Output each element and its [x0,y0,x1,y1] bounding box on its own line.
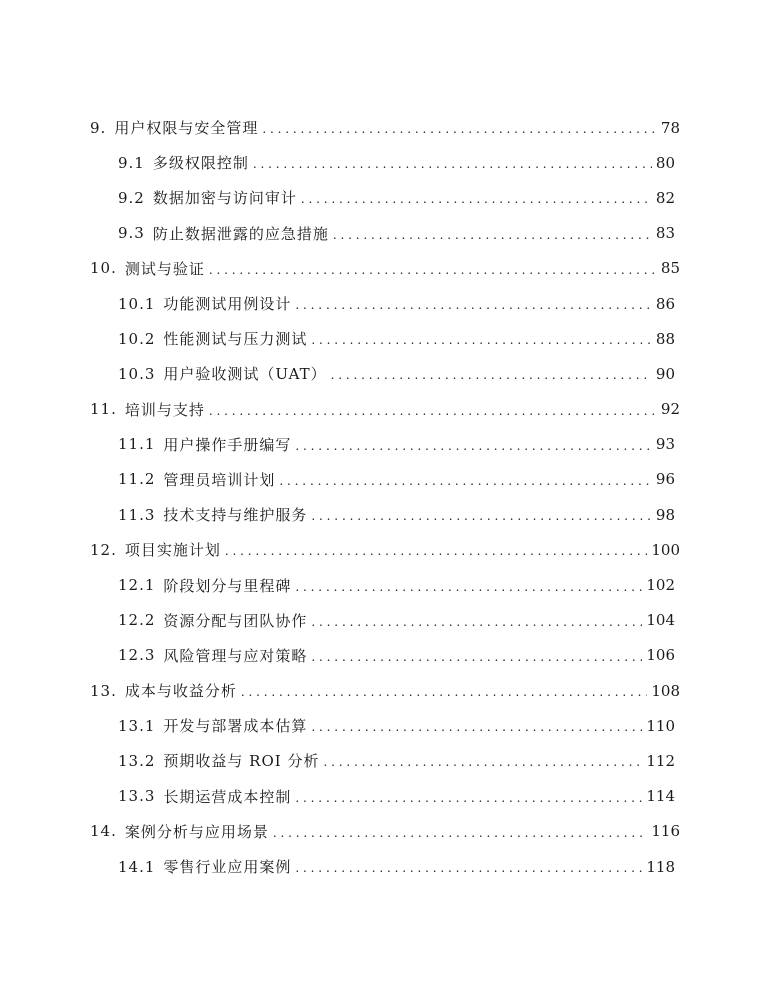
toc-chapter-entry[interactable] [90,673,680,708]
toc-dot-leader [333,228,652,243]
toc-entry-number: 10.1 [118,294,156,313]
toc-entry-page-number: 93 [655,435,675,454]
toc-section-entry[interactable] [90,497,680,532]
toc-section-entry[interactable] [90,321,680,356]
toc-entry-number: 14.1 [118,857,156,876]
toc-entry-page-number: 112 [646,751,675,770]
toc-entry-page-number: 100 [651,540,680,559]
toc-dot-leader [323,755,642,770]
toc-entry-number: 13. [90,681,117,700]
toc-entry-number: 14. [90,822,117,841]
toc-entry-title: 项目实施计划 [124,541,221,560]
toc-entry-page-number: 82 [655,188,675,207]
toc-section-entry[interactable] [90,638,680,673]
toc-entry-page-number: 85 [660,259,680,278]
toc-dot-leader [295,791,642,806]
toc-entry-title: 管理员培训计划 [163,470,276,489]
toc-entry-page-number: 114 [646,787,675,806]
table-of-contents [90,110,680,884]
toc-entry-number: 13.1 [118,716,156,735]
toc-section-entry[interactable] [90,603,680,638]
toc-dot-leader [311,509,651,524]
toc-entry-number: 11.1 [118,435,156,454]
toc-entry-page-number: 90 [655,364,675,383]
toc-section-entry[interactable] [90,743,680,778]
toc-chapter-entry[interactable] [90,251,680,286]
toc-entry-number: 13.3 [118,787,156,806]
toc-entry-page-number: 106 [646,646,675,665]
toc-entry-page-number: 104 [646,611,675,630]
toc-dot-leader [262,122,657,137]
toc-dot-leader [311,650,642,665]
toc-dot-leader [295,298,651,313]
toc-dot-leader [311,720,642,735]
toc-entry-page-number: 80 [655,153,675,172]
toc-dot-leader [253,157,652,172]
toc-dot-leader [225,544,647,559]
toc-section-entry[interactable] [90,779,680,814]
toc-entry-title: 案例分析与应用场景 [124,822,269,841]
toc-entry-title: 功能测试用例设计 [163,295,292,314]
toc-dot-leader [311,615,642,630]
toc-entry-page-number: 98 [655,505,675,524]
toc-entry-number: 13.2 [118,751,156,770]
toc-entry-page-number: 96 [655,470,675,489]
toc-entry-page-number: 108 [651,681,680,700]
toc-section-entry[interactable] [90,286,680,321]
toc-section-entry[interactable] [90,567,680,602]
toc-section-entry[interactable] [90,427,680,462]
toc-entry-title: 性能测试与压力测试 [163,330,308,349]
toc-dot-leader [295,861,642,876]
toc-section-entry[interactable] [90,708,680,743]
toc-dot-leader [273,826,647,841]
toc-entry-title: 用户验收测试（UAT） [163,365,327,384]
toc-entry-number: 9.2 [118,188,145,207]
toc-entry-title: 技术支持与维护服务 [163,506,308,525]
toc-entry-number: 12.1 [118,576,156,595]
toc-section-entry[interactable] [90,216,680,251]
toc-entry-title: 防止数据泄露的应急措施 [152,224,329,243]
toc-entry-title: 测试与验证 [124,259,205,278]
toc-entry-title: 预期收益与 ROI 分析 [163,752,320,771]
toc-dot-leader [301,192,652,207]
toc-entry-page-number: 92 [660,400,680,419]
toc-entry-number: 10.2 [118,329,156,348]
toc-section-entry[interactable] [90,356,680,391]
toc-entry-page-number: 116 [651,822,680,841]
toc-entry-title: 用户权限与安全管理 [114,119,259,138]
toc-entry-page-number: 110 [646,716,675,735]
toc-entry-title: 阶段划分与里程碑 [163,576,292,595]
toc-dot-leader [279,474,651,489]
toc-entry-title: 长期运营成本控制 [163,787,292,806]
toc-chapter-entry[interactable] [90,532,680,567]
toc-entry-number: 9.3 [118,224,145,243]
toc-chapter-entry[interactable] [90,392,680,427]
toc-chapter-entry[interactable] [90,110,680,145]
toc-entry-number: 10. [90,259,117,278]
toc-dot-leader [311,333,651,348]
toc-section-entry[interactable] [90,849,680,884]
toc-entry-number: 12.3 [118,646,156,665]
toc-dot-leader [295,439,651,454]
toc-entry-page-number: 118 [646,857,675,876]
toc-entry-page-number: 83 [655,224,675,243]
toc-entry-title: 多级权限控制 [152,154,249,173]
toc-entry-page-number: 86 [655,294,675,313]
toc-entry-page-number: 102 [646,576,675,595]
toc-section-entry[interactable] [90,180,680,215]
toc-section-entry[interactable] [90,145,680,180]
toc-entry-page-number: 88 [655,329,675,348]
toc-entry-title: 资源分配与团队协作 [163,611,308,630]
toc-dot-leader [209,404,657,419]
toc-dot-leader [241,685,647,700]
toc-entry-title: 成本与收益分析 [124,682,237,701]
toc-entry-number: 9.1 [118,153,145,172]
toc-entry-title: 开发与部署成本估算 [163,717,308,736]
toc-entry-number: 11.2 [118,470,156,489]
toc-chapter-entry[interactable] [90,814,680,849]
toc-entry-number: 11.3 [118,505,156,524]
toc-entry-number: 12. [90,540,117,559]
toc-entry-page-number: 78 [660,118,680,137]
toc-entry-title: 用户操作手册编写 [163,435,292,454]
toc-entry-number: 10.3 [118,364,156,383]
toc-entry-title: 风险管理与应对策略 [163,646,308,665]
toc-dot-leader [331,368,652,383]
toc-entry-title: 数据加密与访问审计 [152,189,297,208]
toc-section-entry[interactable] [90,462,680,497]
toc-entry-number: 11. [90,400,117,419]
toc-entry-number: 12.2 [118,611,156,630]
toc-entry-title: 零售行业应用案例 [163,858,292,877]
toc-dot-leader [209,263,657,278]
toc-entry-number: 9. [90,118,107,137]
toc-entry-title: 培训与支持 [124,400,205,419]
toc-dot-leader [295,580,642,595]
